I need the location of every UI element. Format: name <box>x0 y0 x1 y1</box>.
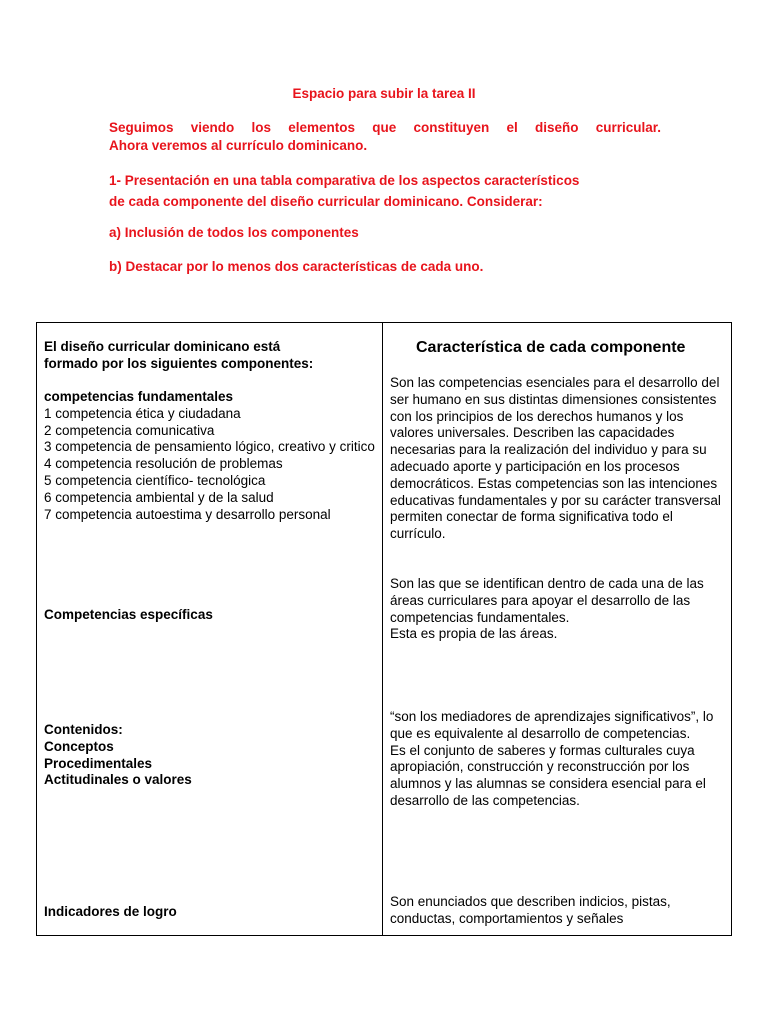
page-title <box>0 86 768 101</box>
right-column-header: Característica de cada componente <box>416 339 686 356</box>
comparison-table <box>36 322 732 936</box>
component-line: Actitudinales o valores <box>44 772 192 788</box>
list-item: 6 competencia ambiental y de la salud <box>44 489 274 505</box>
description-contenidos <box>390 709 728 810</box>
component-name: competencias fundamentales <box>44 389 234 404</box>
description-text: Son enunciados que describen indicios, pistas, conductas, comportamientos y señales <box>390 894 671 926</box>
list-item: 3 competencia de pensamiento lógico, creativo y critico <box>44 439 375 455</box>
task-paragraph <box>109 170 661 212</box>
list-item: 4 competencia resolución de problemas <box>44 456 283 472</box>
intro-line-1: Seguimos viendo los elementos que constituyen el diseño curricular. <box>109 120 661 135</box>
row-competencias-fundamentales <box>44 389 378 523</box>
item-b: b) Destacar por lo menos dos características de cada uno. <box>109 259 484 274</box>
row-contenidos <box>44 722 378 789</box>
description-text: Son las que se identifican dentro de cada una de las áreas curriculares para apoyar el desarrollo de las competencias fundamentales. <box>390 576 704 625</box>
component-line: Conceptos <box>44 738 114 754</box>
description-text-2: Esta es propia de las áreas. <box>390 626 558 642</box>
component-line: Procedimentales <box>44 755 153 771</box>
list-item: 7 competencia autoestima y desarrollo personal <box>44 506 331 522</box>
list-item: 1 competencia ética y ciudadana <box>44 405 241 421</box>
description-competencias-fundamentales <box>390 375 728 543</box>
description-text-2: Es el conjunto de saberes y formas culturales cuya apropiación, construcción y reconstrucción por los alumnos y las alumnas se considera esencial para el desarrollo de las competencias. <box>390 742 706 808</box>
left-column-header <box>44 339 378 373</box>
list-item: 2 competencia comunicativa <box>44 422 215 438</box>
description-competencias-especificas <box>390 576 728 643</box>
description-indicadores-de-logro <box>390 894 728 928</box>
row-competencias-especificas: Competencias específicas <box>44 607 213 622</box>
left-header-line-2: formado por los siguientes componentes: <box>44 355 314 371</box>
task-line-2: de cada componente del diseño curricular dominicano. Considerar: <box>109 194 543 209</box>
row-indicadores-de-logro: Indicadores de logro <box>44 904 177 919</box>
component-line: Contenidos: <box>44 722 123 737</box>
description-text: Son las competencias esenciales para el desarrollo del ser humano en sus distintas dimensiones consistentes con los principios de los derechos humanos y los valores universales. Describen las capacidades necesarias para la realización del individuo y para su adecuado aporte y participación en los procesos democráticos. Estas competencias son las intenciones educativas fundamentales y por su carácter transversal permiten conectar de forma significativa todo el currículo. <box>390 375 721 542</box>
item-a: a) Inclusión de todos los componentes <box>109 225 359 240</box>
intro-paragraph <box>109 119 661 155</box>
left-header-line-1: El diseño curricular dominicano está <box>44 339 281 354</box>
description-text: “son los mediadores de aprendizajes significativos”, lo que es equivalente al desarrollo de competencias. <box>390 709 714 741</box>
title-text: Espacio para subir la tarea II <box>292 86 476 101</box>
column-divider <box>382 323 383 935</box>
task-line-1: 1- Presentación en una tabla comparativa de los aspectos característicos <box>109 173 580 188</box>
list-item: 5 competencia científico- tecnológica <box>44 472 266 488</box>
intro-line-2: Ahora veremos al currículo dominicano. <box>109 138 368 153</box>
